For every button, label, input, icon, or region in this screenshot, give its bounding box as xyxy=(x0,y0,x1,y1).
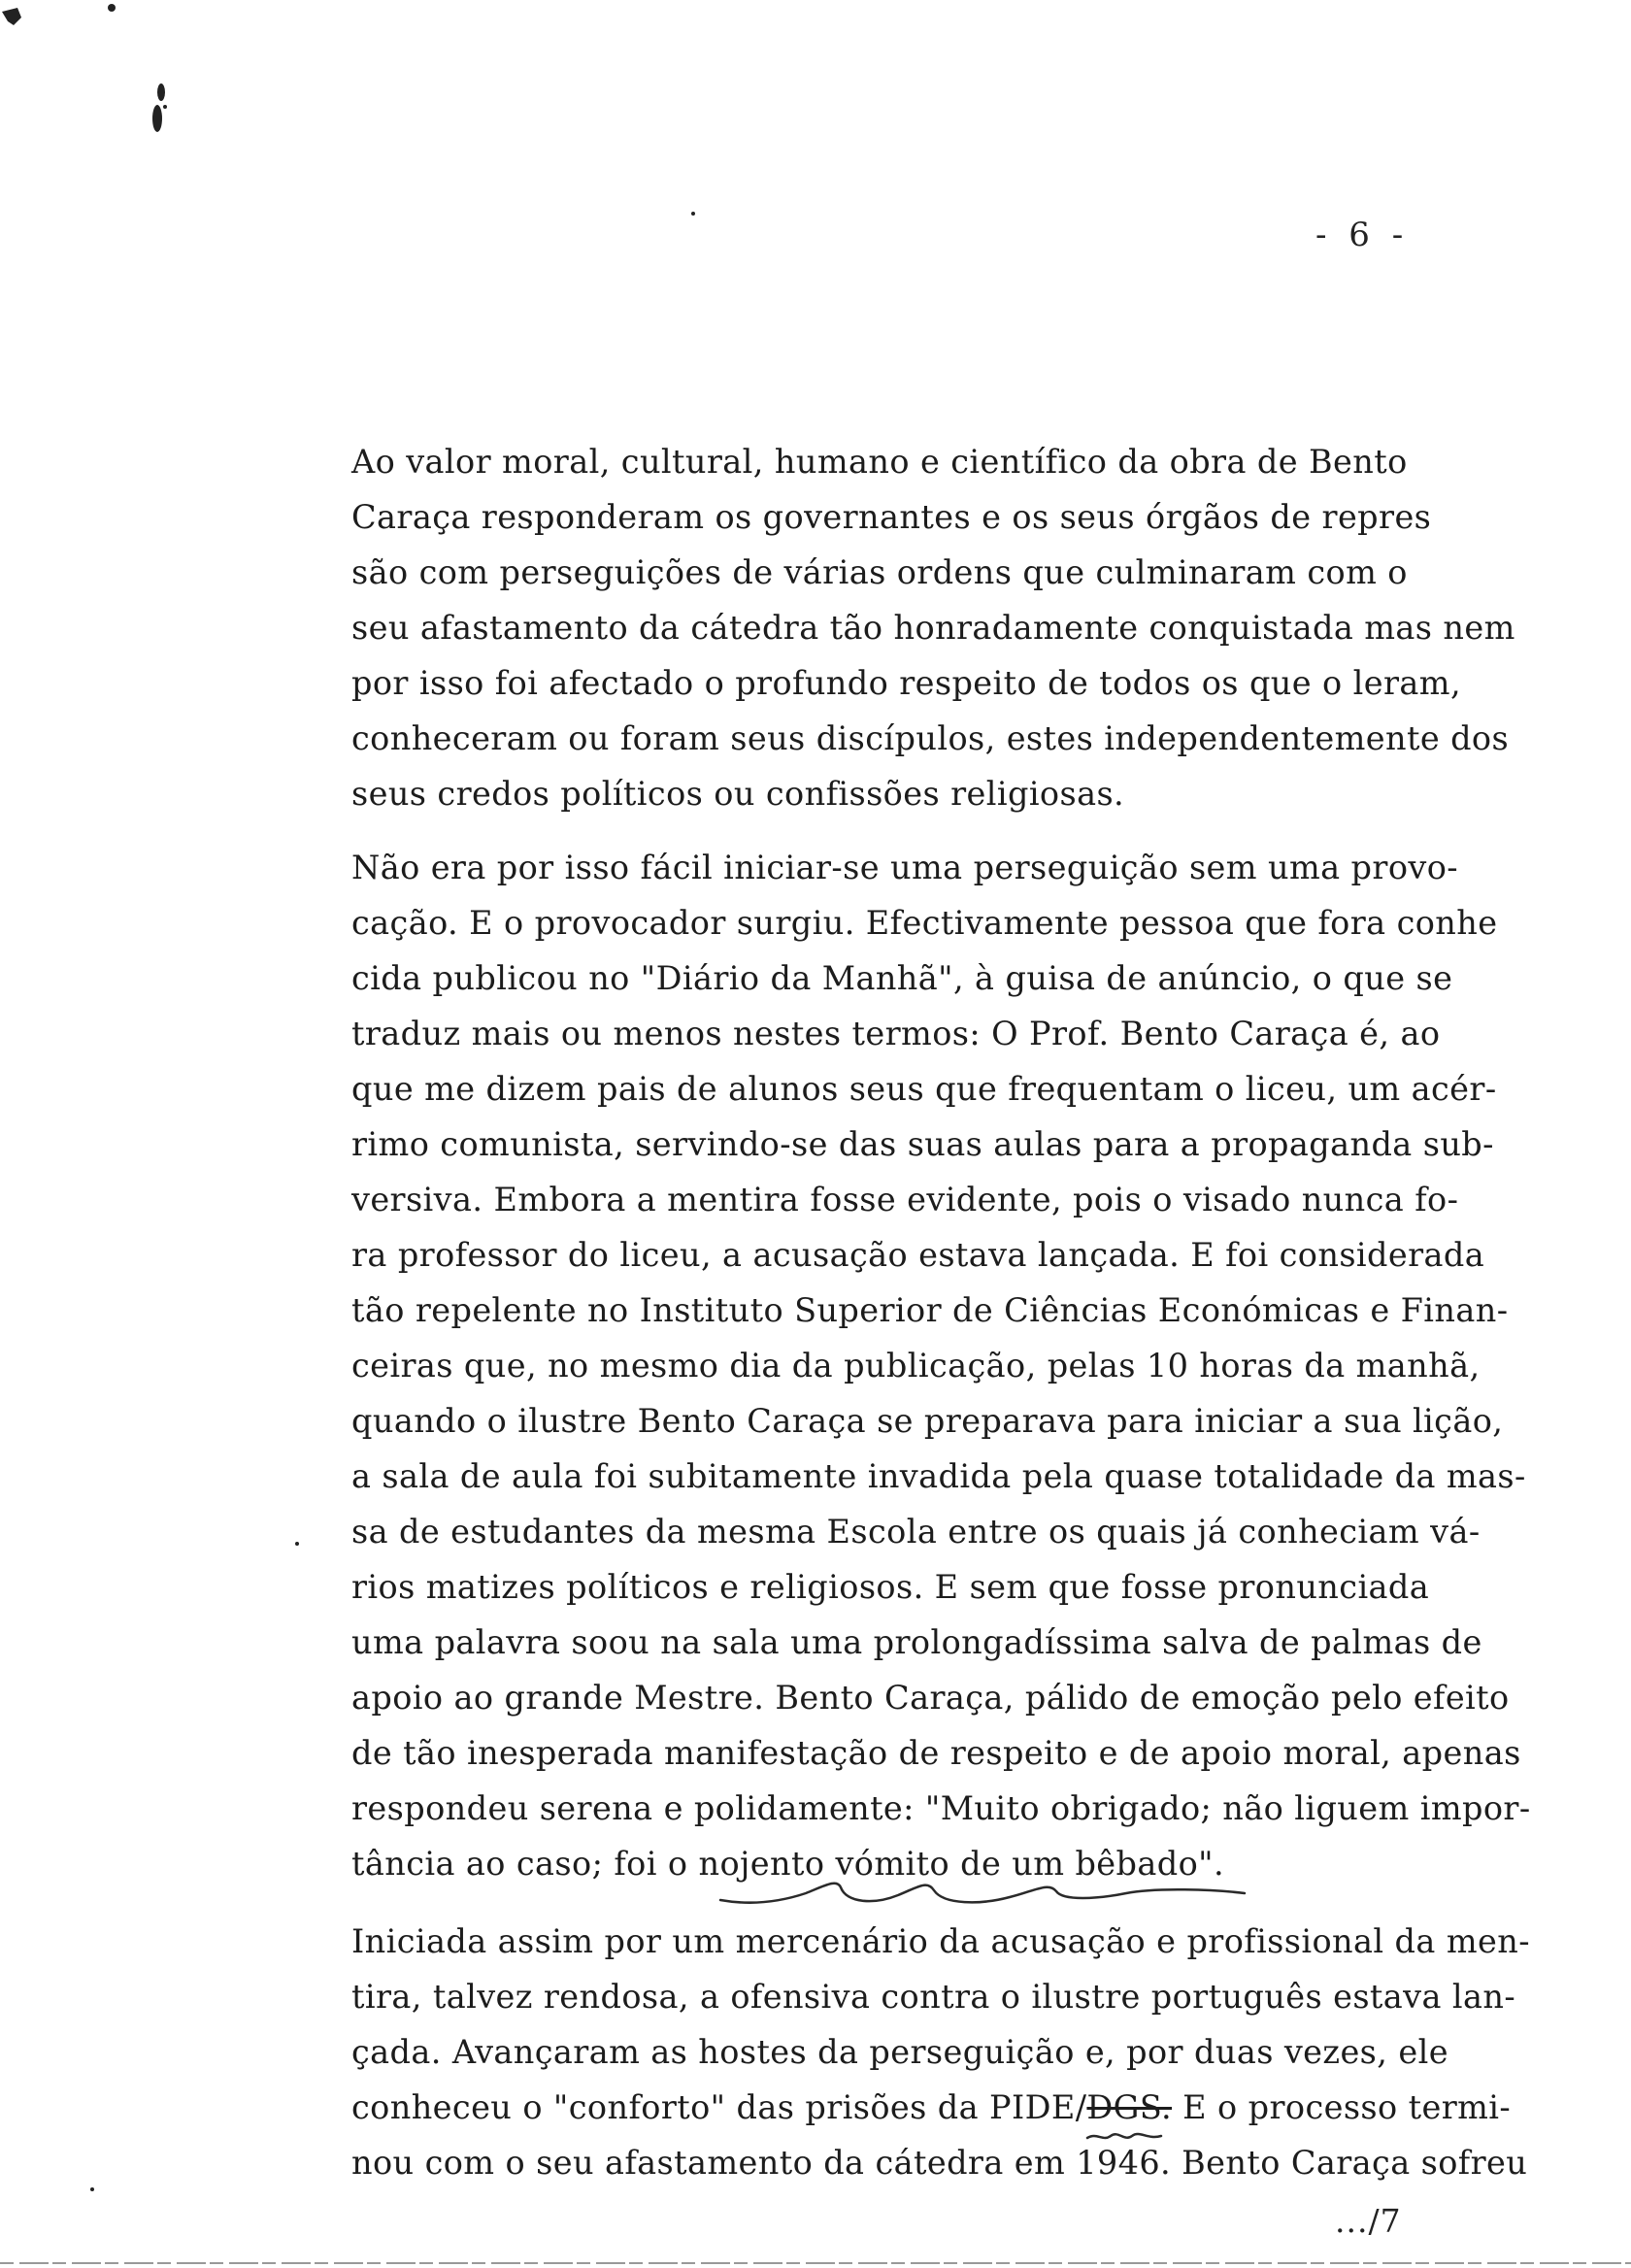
wavy-underline-stroke xyxy=(720,1884,1245,1903)
text-line: cação. E o provocador surgiu. Efectivamente pessoa que fora conhe xyxy=(351,904,1498,942)
page-number: - 6 - xyxy=(1315,216,1410,254)
text-line: a sala de aula foi subitamente invadida pela quase totalidade da mas- xyxy=(351,1457,1526,1495)
text-line: sa de estudantes da mesma Escola entre os quais já conheciam vá- xyxy=(351,1513,1481,1551)
text-line: tira, talvez rendosa, a ofensiva contra o ilustre português estava lan- xyxy=(351,1978,1516,2016)
text-line: traduz mais ou menos nestes termos: O Prof. Bento Caraça é, ao xyxy=(351,1015,1441,1052)
text-line: tância ao caso; foi o nojento vómito de um bêbado". xyxy=(351,1845,1225,1883)
text-line: seu afastamento da cátedra tão honradamente conquistada mas nem xyxy=(351,609,1515,647)
text-line: çada. Avançaram as hostes da perseguição e, por duas vezes, ele xyxy=(351,2033,1448,2071)
pide-text-before: conheceu o "conforto" das prisões da PIDE/ xyxy=(351,2088,1087,2126)
paragraph-3 xyxy=(351,1914,1575,2190)
text-line: ra professor do liceu, a acusação estava lançada. E foi considerada xyxy=(351,1236,1485,1274)
text-line: Caraça responderam os governantes e os seus órgãos de repres xyxy=(351,498,1432,536)
text-line: Ao valor moral, cultural, humano e científico da obra de Bento xyxy=(351,443,1408,481)
text-line: quando o ilustre Bento Caraça se preparava para iniciar a sua lição, xyxy=(351,1402,1504,1440)
text-line: rimo comunista, servindo-se das suas aulas para a propaganda sub- xyxy=(351,1125,1494,1163)
text-line: ceiras que, no mesmo dia da publicação, pelas 10 horas da manhã, xyxy=(351,1347,1481,1384)
text-line: de tão inesperada manifestação de respeito e de apoio moral, apenas xyxy=(351,1734,1521,1772)
text-line: seus credos políticos ou confissões religiosas. xyxy=(351,775,1125,813)
struck-text-dgs: DGS. xyxy=(1086,2088,1173,2126)
text-line: Iniciada assim por um mercenário da acusação e profissional da men- xyxy=(351,1922,1530,1960)
text-line: Não era por isso fácil iniciar-se uma perseguição sem uma provo- xyxy=(351,849,1458,886)
text-line: por isso foi afectado o profundo respeito de todos os que o leram, xyxy=(351,664,1461,702)
page-continuation-marker: .../7 xyxy=(1335,2202,1402,2240)
text-line: que me dizem pais de alunos seus que frequentam o liceu, um acér- xyxy=(351,1070,1497,1108)
text-line: são com perseguições de várias ordens que culminaram com o xyxy=(351,553,1408,591)
text-line: cida publicou no "Diário da Manhã", à guisa de anúncio, o que se xyxy=(351,959,1453,997)
text-line: rios matizes políticos e religiosos. E sem que fosse pronunciada xyxy=(351,1568,1430,1606)
text-line: tão repelente no Instituto Superior de Ciências Económicas e Finan- xyxy=(351,1291,1509,1329)
text-line: respondeu serena e polidamente: "Muito obrigado; não liguem impor- xyxy=(351,1789,1531,1827)
pide-text-after: E o processo termi- xyxy=(1172,2088,1512,2126)
text-line: apoio ao grande Mestre. Bento Caraça, pálido de emoção pelo efeito xyxy=(351,1679,1510,1717)
text-line: nou com o seu afastamento da cátedra em 1946. Bento Caraça sofreu xyxy=(351,2144,1528,2182)
text-line: uma palavra soou na sala uma prolongadíssima salva de palmas de xyxy=(351,1623,1482,1661)
text-line: conheceram ou foram seus discípulos, estes independentemente dos xyxy=(351,719,1510,757)
text-line-pide xyxy=(351,2080,1575,2135)
text-line: versiva. Embora a mentira fosse evidente, pois o visado nunca fo- xyxy=(351,1181,1459,1218)
